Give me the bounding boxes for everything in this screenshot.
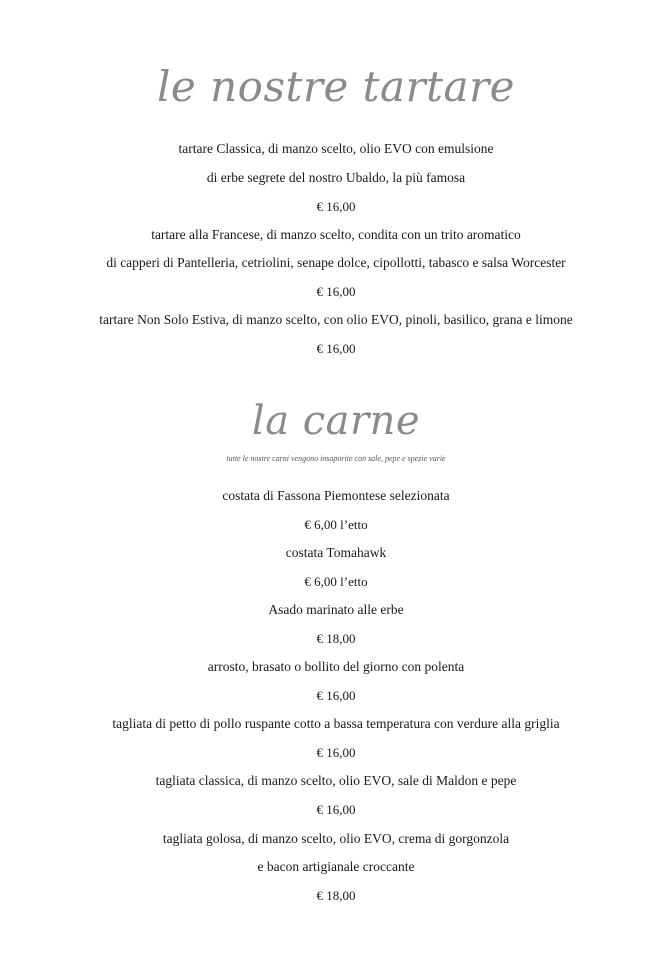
tagliata-classica-description: tagliata classica, di manzo scelto, olio EVO, sale di Maldon e pepe	[155, 773, 517, 788]
tagliata-golosa-description-line-1: tagliata golosa, di manzo scelto, olio EVO, crema di gorgonzola	[162, 831, 510, 846]
tartare-non-solo-estiva-description: tartare Non Solo Estiva, di manzo scelto, con olio EVO, pinoli, basilico, grana e limone	[99, 312, 573, 327]
tartare-francese-description-line-1: tartare alla Francese, di manzo scelto, condita con un trito aromatico	[151, 227, 521, 242]
tartare-non-solo-estiva-price: € 16,00	[316, 341, 356, 356]
section-subtitle-carne: tutte le nostre carni vengono insaporite con sale, pepe e spezie varie	[226, 454, 446, 463]
costata-fassona-price: € 6,00 l’etto	[304, 517, 368, 532]
tartare-francese-price: € 16,00	[316, 284, 356, 299]
tagliata-classica-price: € 16,00	[316, 802, 356, 817]
tagliata-pollo-description: tagliata di petto di pollo ruspante cotto a bassa temperatura con verdure alla griglia	[112, 716, 560, 731]
tartare-francese-description-line-2: di capperi di Pantelleria, cetriolini, senape dolce, cipollotti, tabasco e salsa Worcester	[106, 255, 566, 270]
tagliata-golosa-price: € 18,00	[316, 888, 356, 903]
tartare-classica-price: € 16,00	[316, 199, 356, 214]
costata-fassona-description: costata di Fassona Piemontese selezionata	[222, 488, 450, 503]
tagliata-golosa-description-line-2: e bacon artigianale croccante	[257, 859, 415, 874]
section-title-carne: la carne	[251, 398, 421, 444]
asado-price: € 18,00	[316, 631, 356, 646]
tartare-classica-description-line-2: di erbe segrete del nostro Ubaldo, la più famosa	[206, 170, 466, 185]
tartare-classica-description-line-1: tartare Classica, di manzo scelto, olio EVO con emulsione	[178, 141, 494, 156]
costata-tomahawk-description: costata Tomahawk	[285, 545, 387, 560]
tagliata-pollo-price: € 16,00	[316, 745, 356, 760]
section-title-tartare: le nostre tartare	[156, 62, 516, 111]
costata-tomahawk-price: € 6,00 l’etto	[304, 574, 368, 589]
asado-description: Asado marinato alle erbe	[268, 602, 404, 617]
arrosto-price: € 16,00	[316, 688, 356, 703]
arrosto-description: arrosto, brasato o bollito del giorno con polenta	[207, 659, 465, 674]
